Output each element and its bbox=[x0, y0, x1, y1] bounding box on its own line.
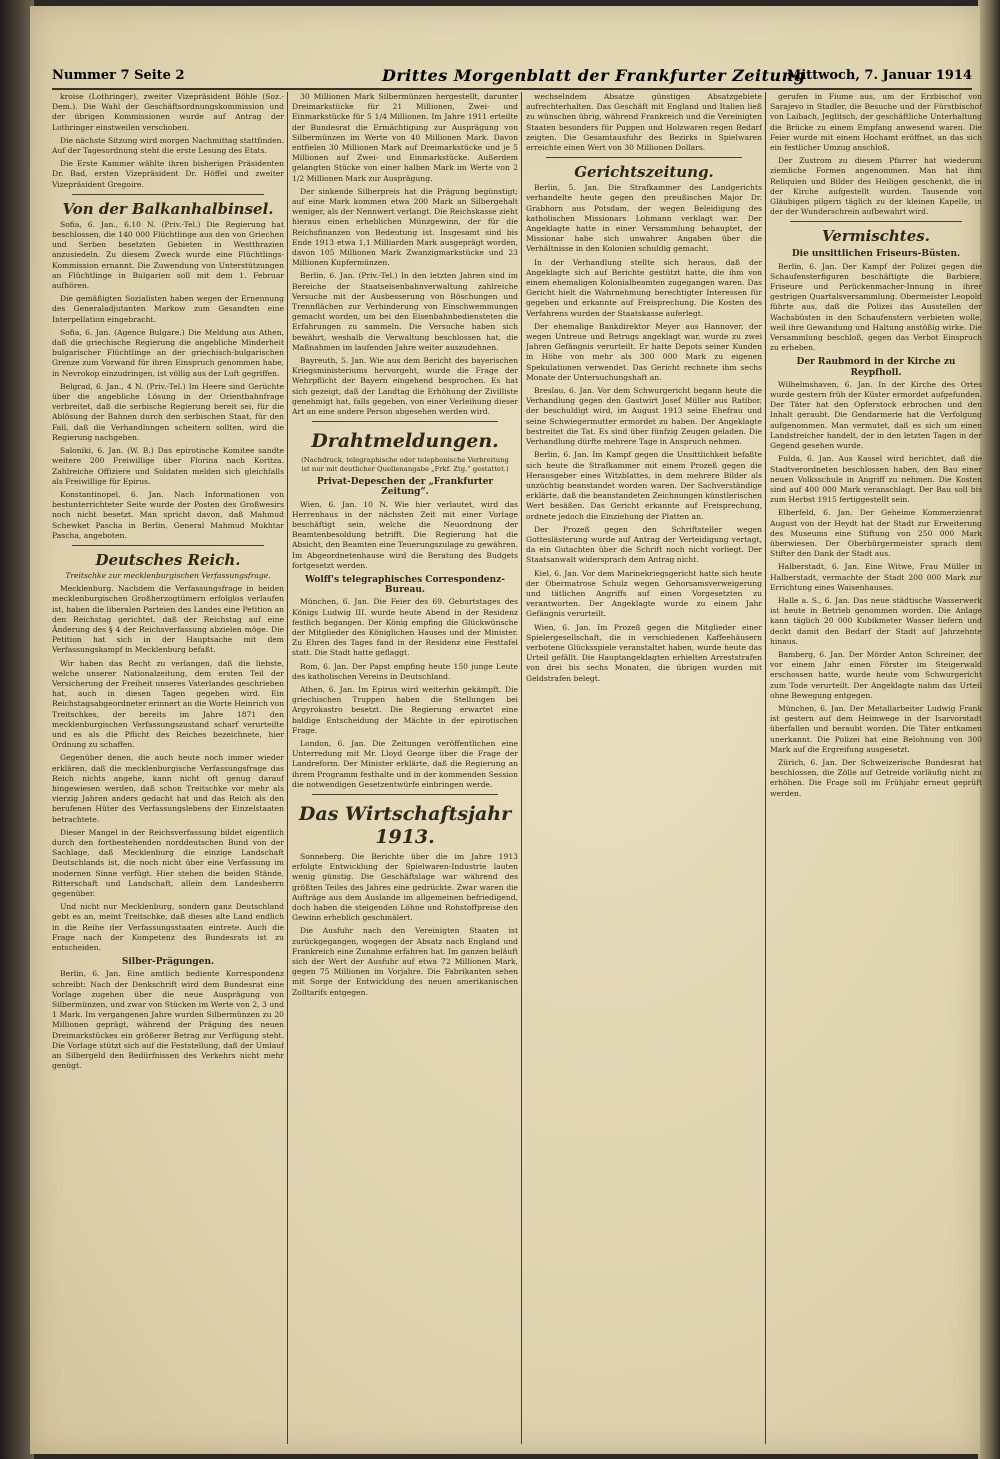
issue-date: Mittwoch, 7. Januar 1914 bbox=[786, 68, 972, 83]
divider bbox=[790, 221, 962, 222]
article-text: Kiel, 6. Jan. Vor dem Marinekriegsgericht hatte sich heute der Obermatrose Schulz wegen Gehorsamsverweigerung und tätlichen Angriffs auf einen Vorgesetzten zu verantworten. Der Angeklagte wurde zu einem Jahr Gefängnis verurteilt. bbox=[526, 568, 762, 619]
article-text: Die Ausfuhr nach den Vereinigten Staaten ist zurückgegangen, wogegen der Absatz nach England und Frankreich eine Zunahme erfahren hat. Im ganzen beläuft sich der Wert der Ausfuhr auf etwa 72 Millionen Mark, gegen 75 Millionen im Vorjahre. Die Fabrikanten sehen mit Sorge der Entwicklung des neuen amerikanischen Zolltarifs entgegen. bbox=[292, 926, 518, 997]
article-text: London, 6. Jan. Die Zeitungen veröffentlichen eine Unterredung mit Mr. Lloyd George über die Frage der Landreform. Der Minister erklärte, daß die Regierung an ihrem Programm festhalte und in der kommenden Session die notwendigen Gesetzentwürfe einbringen werde. bbox=[292, 738, 518, 789]
book-binding bbox=[0, 0, 34, 1459]
article-text: Mecklenburg. Nachdem die Verfassungsfrage in beiden mecklenburgischen Großherzogtümern erfolglos verlaufen ist, haben die liberalen Parteien des Landes eine Petition an den Reichstag gerichtet, daß der Reichstag auf eine Änderung des § 4 der Reichsverfassung abzielen möge. Die Petition hat sich in der Hauptsache mit dem Verfassungskampf in Mecklenburg befaßt. bbox=[52, 584, 284, 655]
reprint-note: (Nachdruck, telegraphische oder telephonische Verbreitung ist nur mit deutlicher Quellenangabe „Frkf. Ztg.“ gestattet.) bbox=[301, 456, 509, 473]
article-text: gerufen in Fiume aus, um der Erzbischof von Sarajevo in Stadler, die Besuche und der Fürstbischof von Laibach, Jeglitsch, der geschäftliche Unterhaltung die Brücke zu einem Empfang anwesend waren. Die Feier wurde mit einem Hochamt eröffnet, an das sich ein festlicher Umzug anschloß. bbox=[770, 92, 982, 153]
column-rule bbox=[765, 92, 766, 1444]
article-text: Sofia, 6. Jan., 6.10 N. (Priv.-Tel.) Die Regierung hat beschlossen, die 140 000 Flüchtlinge aus den von Griechen und Serben besetzten Gebieten in Westthrazien anzusiedeln. Zu diesem Zweck wurde eine Flüchtlings-Kommission ernannt. Die Zuwendung von Unterstützungen an Flüchtlinge in Bulgarien soll mit dem 1. Februar aufhören. bbox=[52, 219, 284, 291]
article-text: Sofia, 6. Jan. (Agence Bulgare.) Die Meldung aus Athen, daß die griechische Regierung die angebliche Minderheit bulgarischer Flüchtlinge an der griechisch-bulgarischen Grenze zum Vorwand für ihren Einspruch genommen habe, in Nevrokop einzudringen, ist völlig aus der Luft gegriffen. bbox=[52, 327, 284, 378]
article-text: Der ehemalige Bankdirektor Meyer aus Hannover, der wegen Untreue und Betrugs angeklagt war, wurde zu zwei Jahren Gefängnis verurteilt. Er hatte Depots seiner Kunden in Höhe von mehr als 300 000 Mark zu eigenen Spekulationen verwendet. Das Gericht rechnete ihm sechs Monate der Untersuchungshaft an. bbox=[526, 321, 762, 382]
newspaper-title: Drittes Morgenblatt der Frankfurter Zeitung bbox=[382, 66, 806, 85]
article-text: Saloniki, 6. Jan. (W. B.) Das epirotische Komitee sandte weitere 200 Freiwillige über Florina nach Koritza. Zahlreiche Offiziere und Soldaten melden sich gleichfalls als Freiwillige für Epirus. bbox=[52, 446, 284, 486]
article-text: Berlin, 6. Jan. Im Kampf gegen die Unsittlichkeit befaßte sich heute die Strafkammer mit einem Prozeß gegen die Herausgeber eines Witzblattes, in dem mehrere Bilder als unzüchtig beanstandet worden waren. Der Sachverständige erklärte, daß die beanstandeten Zeichnungen künstlerischen Wert besäßen. Das Gericht erkannte auf Freisprechung, ordnete jedoch die Einziehung der Platten an. bbox=[526, 450, 762, 521]
column-rule bbox=[287, 92, 288, 1444]
divider bbox=[546, 157, 742, 158]
article-text: Halberstadt, 6. Jan. Eine Witwe, Frau Müller in Halberstadt, vermachte der Stadt 200 000 Mark zur Errichtung eines Waisenhauses. bbox=[770, 562, 982, 592]
article-text: Breslau, 6. Jan. Vor dem Schwurgericht begann heute die Verhandlung gegen den Gastwirt Josef Müller aus Ratibor, der beschuldigt wird, im August 1913 seine Ehefrau und seine Schwiegermutter ermordet zu haben. Der Angeklagte bestreitet die Tat. Es sind über fünfzig Zeugen geladen. Die Verhandlung dürfte mehrere Tage in Anspruch nehmen. bbox=[526, 386, 762, 447]
section-heading: Gerichtszeitung. bbox=[574, 163, 714, 182]
article-text: wechselndem Absatze günstigen Absatzgebiete aufrechterhalten. Das Geschäft mit England und Italien ließ zu wünschen übrig, während Frankreich und die Vereinigten Staaten besonders für Puppen und Holzwaren regen Bedarf zeigten. Die Gesamtausfuhr des Bezirks in Spielwaren erreichte einen Wert von 30 Millionen Dollars. bbox=[526, 92, 762, 153]
article-text: Wien, 6. Jan. 10 N. Wie hier verlautet, wird das Herrenhaus in der nächsten Zeit mit einer Vorlage beschäftigt sein, welche die Neuordnung der Beamtenbesoldung betrifft. Die Regierung hat die Absicht, den Beamten eine Teuerungszulage zu gewähren. Im Abgeordnetenhause wird die Beratung des Budgets fortgesetzt werden. bbox=[292, 499, 518, 570]
column-rule bbox=[521, 92, 522, 1444]
article-text: Der sinkende Silberpreis hat die Prägung begünstigt; auf eine Mark kommen etwa 200 Mark an Silbergehalt weniger, als der Nennwert verlangt. Die Reichskasse zieht hieraus einen erheblichen Münzgewinn, der für die Reichsfinanzen von Bedeutung ist. Insgesamt sind bis Ende 1913 etwa 1,1 Milliarden Mark ausgeprägt worden, davon 105 Millionen Mark Zwanzigmarkstücke und 23 Millionen Kupfermünzen. bbox=[292, 186, 518, 268]
article-text: 30 Millionen Mark Silbermünzen hergestellt, darunter Dreimarkstücke für 21 Millionen, Zwei- und Einmarkstücke für 5 1/4 Millionen. Im Jahre 1911 erteilte der Bundesrat die Ermächtigung zur Ausprägung von Silbermünzen im Werte von 40 Millionen Mark. Davon entfielen 30 Millionen Mark auf Dreimarkstücke und je 5 Millionen auf Zwei- und Einmarkstücke. Außerdem gelangten Stücke von einer halben Mark im Werte von 2 1/2 Millionen Mark zur Ausprägung. bbox=[292, 92, 518, 183]
section-heading: Von der Balkanhalbinsel. bbox=[62, 199, 274, 218]
divider bbox=[72, 194, 264, 195]
article-text: In der Verhandlung stellte sich heraus, daß der Angeklagte sich auf Berichte gestützt hatte, die ihm von einem ehemaligen Kolonialbeamten zugegangen waren. Das Gericht hielt die Wahrnehmung berechtigter Interessen für gegeben und erkannte auf Freisprechung. Die Kosten des Verfahrens wurden der Staatskasse auferlegt. bbox=[526, 257, 762, 318]
section-heading: Vermischtes. bbox=[822, 227, 930, 246]
article-text: Konstantinopel, 6. Jan. Nach Informationen von bestunterrichteter Seite wurde der Posten des Großwesirs noch nicht besetzt. Man spricht davon, daß Mahmud Schewket Pascha in Berlin, General Mahmud Mukhtar Pascha, angeboten. bbox=[52, 489, 284, 540]
article-subheading: Silber-Prägungen. bbox=[121, 957, 215, 968]
article-text: Sonneberg. Die Berichte über die im Jahre 1913 erfolgte Entwicklung der Spielwaren-Industrie lauten wenig günstig. Die Geschäftslage war während des größten Teiles des Jahres eine gedrückte. Zwar waren die Aufträge aus dem Auslande im allgemeinen befriedigend, doch haben die steigenden Löhne und Rohstoffpreise den Gewinn erheblich geschmälert. bbox=[292, 852, 518, 923]
article-text: Gegenüber denen, die auch heute noch immer wieder erklären, daß die mecklenburgische Verfassungsfrage das Reich nichts angehe, kann nicht oft genug darauf hingewiesen werden, daß schon Treitschke vor mehr als vierzig Jahren anders gedacht hat und das Reich als den berufenen Hüter des Verfassungslebens der Einzelstaaten betrachtete. bbox=[52, 753, 284, 824]
divider bbox=[312, 794, 498, 795]
article-text: Zürich, 6. Jan. Der Schweizerische Bundesrat hat beschlossen, die Zölle auf Getreide vorläufig nicht zu erhöhen. Die Frage soll im Frühjahr erneut geprüft werden. bbox=[770, 757, 982, 798]
article-text: Und nicht nur Mecklenburg, sondern ganz Deutschland gebt es an, meint Treitschke, daß dieses alte Land endlich in die Reihe der Verfassungsstaaten eintrete. Auch die Frage nach der Kompetenz des Bundesrats ist zu entscheiden. bbox=[52, 902, 284, 953]
article-text: Halle a. S., 6. Jan. Das neue städtische Wasserwerk ist heute in Betrieb genommen worden. Die Anlage kann täglich 20 000 Kubikmeter Wasser liefern und deckt damit den Bedarf der Stadt auf Jahrzehnte hinaus. bbox=[770, 595, 982, 646]
article-text: Die gemäßigten Sozialisten haben wegen der Ernennung des Generaladjutanten Markow zum Gesandten eine Interpellation eingebracht. bbox=[52, 294, 284, 324]
issue-number: Nummer 7 Seite 2 bbox=[52, 68, 185, 83]
article-text: Wilhelmshaven, 6. Jan. In der Kirche des Ortes wurde gestern früh der Küster ermordet aufgefunden. Der Täter hat den Opferstock erbrochen und den Inhalt geraubt. Die Gendarmerie hat die Verfolgung aufgenommen. Man vermutet, daß es sich um einen Landstreicher handelt, der in den letzten Tagen in der Gegend gesehen wurde. bbox=[770, 379, 982, 451]
column-3 bbox=[526, 92, 762, 1444]
article-text: Rom, 6. Jan. Der Papst empfing heute 150 junge Leute des katholischen Vereins in Deutschland. bbox=[292, 661, 518, 681]
section-heading: Drahtmeldungen. bbox=[311, 430, 499, 453]
column-2 bbox=[292, 92, 518, 1444]
divider bbox=[72, 545, 264, 546]
article-text: Bamberg, 6. Jan. Der Mörder Anton Schreiner, der vor einem Jahr einen Förster im Steigerwald erschossen hatte, wurde heute vom Schwurgericht zum Tode verurteilt. Der Angeklagte nahm das Urteil ohne Bewegung entgegen. bbox=[770, 649, 982, 700]
column-4 bbox=[770, 92, 982, 1444]
article-subheading: Die unsittlichen Friseurs-Büsten. bbox=[791, 249, 961, 260]
section-heading: Das Wirtschaftsjahr 1913. bbox=[298, 803, 512, 848]
article-text: Fulda, 6. Jan. Aus Kassel wird berichtet, daß die Stadtverordneten beschlossen haben, den Bau einer neuen Volksschule in Angriff zu nehmen. Die Kosten sind auf 400 000 Mark veranschlagt. Der Bau soll bis zum Herbst 1915 fertiggestellt sein. bbox=[770, 454, 982, 505]
article-text: Berlin, 6. Jan. (Priv.-Tel.) In den letzten Jahren sind im Bereiche der Staatseisenbahnverwaltung zahlreiche Versuche mit der Ausbesserung von Böschungen und Trennflächen zur Verhinderung von Einschwemmungen gemacht worden, um bei den Eisenbahnbediensteten die Erfahrungen zu sammeln. Die Versuche haben sich bewährt, weshalb die Verwaltung beschlossen hat, die Maßnahmen im laufenden Jahre weiter auszudehnen. bbox=[292, 271, 518, 352]
article-text: Elberfeld, 6. Jan. Der Geheime Kommerzienrat August von der Heydt hat der Stadt zur Erweiterung des Museums eine Stiftung von 250 000 Mark überwiesen. Der Oberbürgermeister sprach dem Stifter den Dank der Stadt aus. bbox=[770, 508, 982, 559]
article-text: Berlin, 6. Jan. Der Kampf der Polizei gegen die Schaufensterfiguren beschäftigte die Barbiere, Friseure und Perückenmacher-Innung in ihrer gestrigen Quartalsversammlung. Obermeister Leopold führte aus, daß die Polizei das Ausstellen der Wachsbüsten in den Schaufenstern verbieten wolle, weil ihre Gewandung und Haltung anstößig wirke. Die Versammlung beschloß, gegen das Verbot Einspruch zu erheben. bbox=[770, 261, 982, 353]
article-text: Wir haben das Recht zu verlangen, daß die liebste, welche unserer Nationalzeitung, dem ersten Teil der Versicherung der Freiheit unseres Vaterlandes geschrieben hat, auch in diesen Tagen gegeben wird. Ein Reichstagsabgeordneter erinnert an die Worte Heinrich von Treitschkes, der bereits im Jahre 1871 den mecklenburgischen Verfassungszustand scharf verurteilte und es als die Pflicht des Reiches bezeichnete, hier Ordnung zu schaffen. bbox=[52, 658, 284, 750]
article-text: Der Prozeß gegen den Schriftsteller wegen Gotteslästerung wurde auf Antrag der Verteidigung vertagt, da ein Gutachten über die Schrift noch nicht vorliegt. Der Staatsanwalt widersprach dem Antrag nicht. bbox=[526, 524, 762, 565]
article-text: Bayreuth, 5. Jan. Wie aus dem Bericht des bayerischen Kriegsministeriums hervorgeht, wurde die Frage der Wehrpflicht der Bayern eingehend besprochen. Es hat sich gezeigt, daß der Landtag die Erhöhung der Zivilliste genehmigt hat, falls gegeben, von einer Verleihung dieser Art an eine andere Person abgesehen werden wird. bbox=[292, 356, 518, 417]
article-text: Dieser Mangel in der Reichsverfassung bildet eigentlich durch den fortbestehenden norddeutschen Bund von der Sachlage, daß Mecklenburg die einzige Landschaft Deutschlands ist, die noch nicht über eine Verfassung im modernen Sinne verfügt. Hier stehen die beiden Stände, Ritterschaft und Landschaft, allein dem Landesherrn gegenüber. bbox=[52, 827, 284, 899]
divider bbox=[312, 421, 498, 422]
article-text: Berlin, 6. Jan. Eine amtlich bediente Korrespondenz schreibt: Nach der Denkschrift wird dem Bundesrat eine Vorlage zugehen über die neue Ausprägung von Silbermünzen, und zwar von Stücken im Werte von 2, 3 und 1 Mark. Im vergangenen Jahre wurden Silbermünzen zu 20 Millionen geprägt, während der Prägung des neuen Dreimarkstückes ein größerer Betrag zur Verfügung steht. Die Vorlage stützt sich auf die Feststellung, daß der Umlauf an Silbergeld den Bedürfnissen des Verkehrs nicht mehr genügt. bbox=[52, 969, 284, 1071]
masthead bbox=[52, 66, 972, 90]
article-subtitle: Treitschke zur mecklenburgischen Verfassungsfrage. bbox=[65, 570, 271, 580]
article-text: Wien, 6. Jan. Im Prozeß gegen die Mitglieder einer Spielergesellschaft, die in verschiedenen Kaffeehäusern verbotene Glücksspiele veranstaltet haben, wurde heute das Urteil gefällt. Die Hauptangeklagten erhielten Arreststrafen von drei bis sechs Monaten, die übrigen wurden mit Geldstrafen belegt. bbox=[526, 622, 762, 683]
article-text: München, 6. Jan. Die Feier des 69. Geburtstages des Königs Ludwig III. wurde heute Abend in der Residenz festlich begangen. Der König empfing die Glückwünsche der Mitglieder des Königlichen Hauses und der Minister. Zu Ehren des Tages fand in der Residenz eine Festtafel statt. Die Stadt hatte geflaggt. bbox=[292, 597, 518, 658]
article-text: Athen, 6. Jan. Im Epirus wird weiterhin gekämpft. Die griechischen Truppen haben die Stellungen bei Argyrokastro besetzt. Die Regierung erwartet eine baldige Entscheidung der Mächte in der epirotischen Frage. bbox=[292, 684, 518, 735]
article-text: Die nächste Sitzung wird morgen Nachmittag stattfinden. Auf der Tagesordnung steht die erste Lesung des Etats. bbox=[52, 135, 284, 156]
article-subheading: Der Raubmord in der Kirche zu Reypfholl. bbox=[796, 357, 956, 378]
article-text: Der Zustrom zu diesem Pfarrer hat wiederum ziemliche Formen angenommen. Man hat ihm Reliquien und Bilder des Heiligen geschenkt, die in der Kirche aufgestellt wurden. Tausende von Gläubigen pilgern täglich zu der kleinen Kapelle, in der der Wunderschrein aufbewahrt wird. bbox=[770, 156, 982, 217]
article-text: Belgrad, 6. Jan., 4 N. (Priv.-Tel.) Im Heere sind Gerüchte über die angebliche Lösung in der Orientbahnfrage verbreitet, daß die serbische Regierung bereit sei, für die Ablösung der Bahnen durch den serbischen Staat, für den Fall, daß die Verhandlungen scheitern sollten, wird die Regierung nachgeben. bbox=[52, 381, 284, 442]
article-subheading: Wolff's telegraphisches Correspondenz-Bureau. bbox=[305, 574, 505, 596]
article-subheading: Privat-Depeschen der „Frankfurter Zeitung“. bbox=[316, 477, 494, 498]
column-1 bbox=[52, 92, 284, 1444]
section-heading: Deutsches Reich. bbox=[95, 550, 241, 569]
article-text: Die Erste Kammer wählte ihren bisherigen Präsidenten Dr. Bad, ersten Vizepräsident Dr. Höffel und zweiter Vizepräsident Gregoire. bbox=[52, 159, 284, 189]
article-text: kroise (Lothringer), zweiter Vizepräsident Böhle (Soz.-Dem.). Die Wahl der Geschäftsordnungskommission und der übrigen Kommissionen wurde auf Antrag der Lothringer einstweilen verschoben. bbox=[52, 92, 284, 132]
article-text: Berlin, 5. Jan. Die Strafkammer des Landgerichts verhandelte heute gegen den preußischen Major Dr. Grabhorn aus Potsdam, der wegen Beleidigung des katholischen Missionars Lohmann verklagt war. Der Angeklagte hatte in einer Versammlung behauptet, der Missionar habe sich unwahrer Angaben über die Verhältnisse in den Kolonien schuldig gemacht. bbox=[526, 183, 762, 254]
article-text: München, 6. Jan. Der Metallarbeiter Ludwig Frank ist gestern auf dem Heimwege in der Isarvorstadt überfallen und beraubt worden. Die Täter entkamen unerkannt. Die Polizei hat eine Belohnung von 300 Mark auf die Ergreifung ausgesetzt. bbox=[770, 703, 982, 754]
